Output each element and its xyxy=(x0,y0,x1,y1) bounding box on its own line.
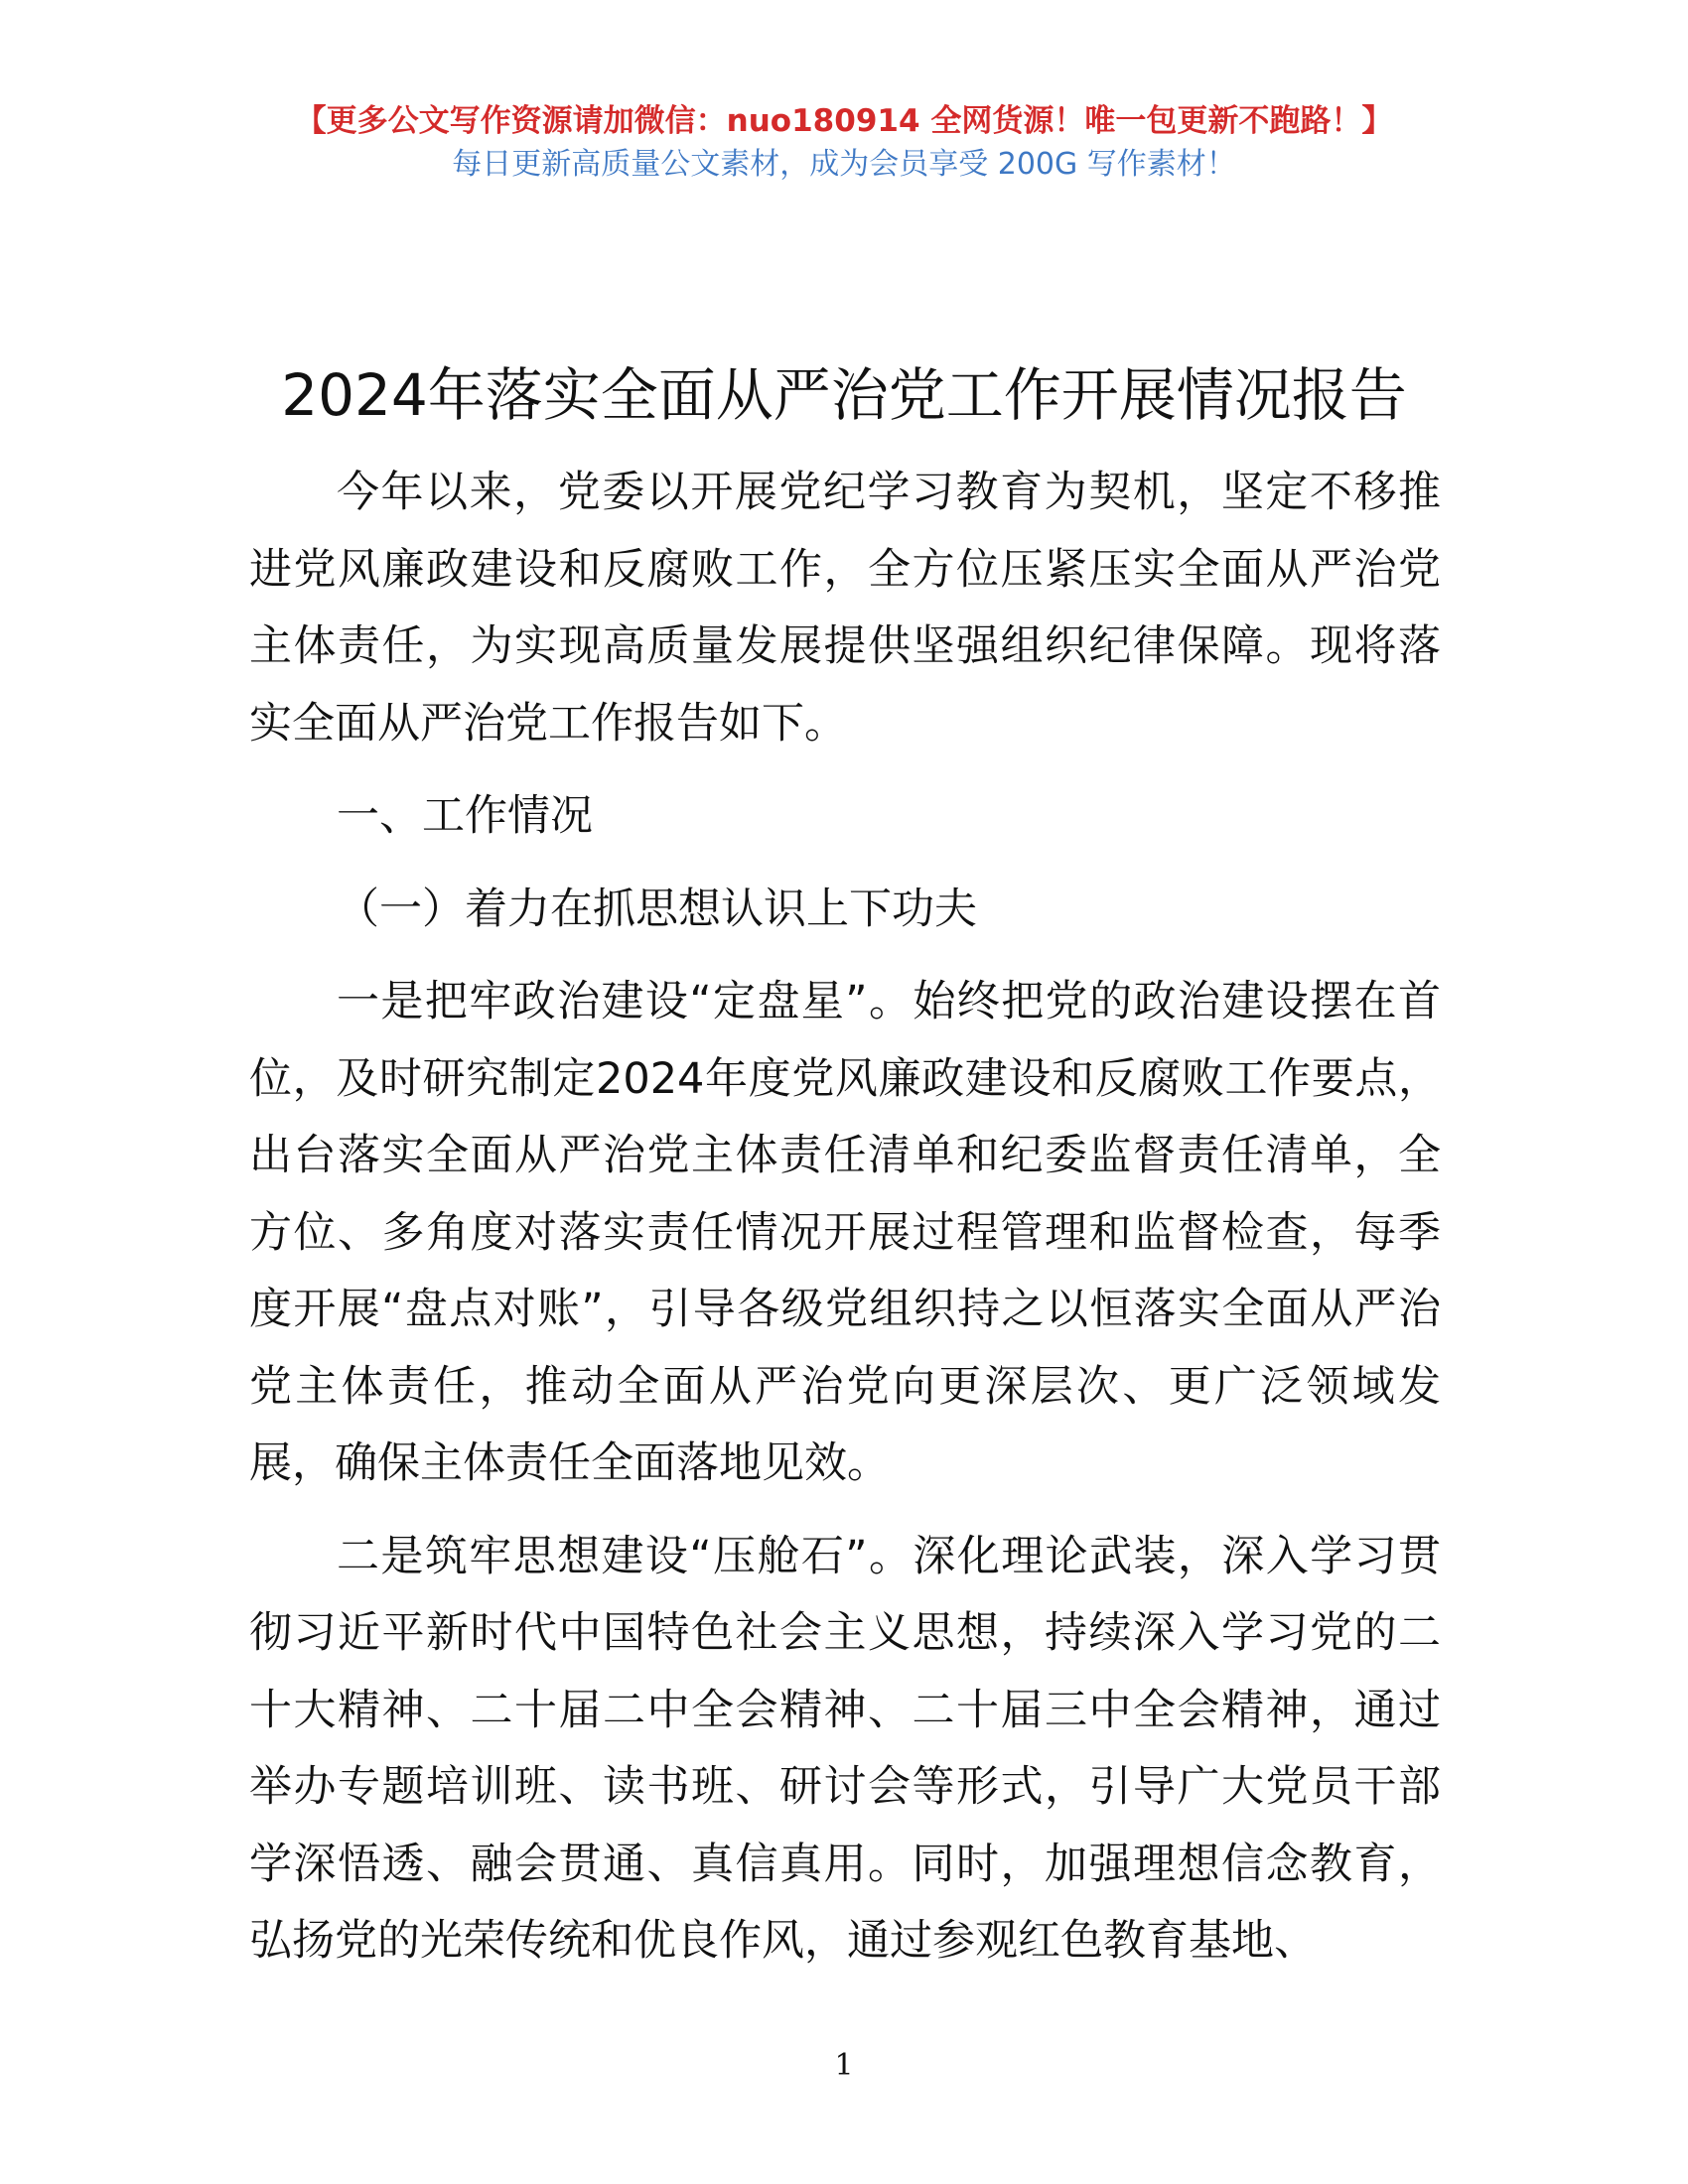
document-title: 2024年落实全面从严治党工作开展情况报告 xyxy=(281,361,1407,429)
document-body xyxy=(249,455,1441,1980)
page-number: 1 xyxy=(834,2048,854,2083)
paragraph-political-building: 一是把牢政治建设“定盘星”。始终把党的政治建设摆在首位，及时研究制定2024年度党风廉政建设和反腐败工作要点，出台落实全面从严治党主体责任清单和纪委监督责任清单，全方位、多角度对落实责任情况开展过程管理和监督检查，每季度开展“盘点对账”，引导各级党组织持之以恒落实全面从严治党主体责任，推动全面从严治党向更深层次、更广泛领域发展，确保主体责任全面落地见效。 xyxy=(249,977,1441,1488)
intro-paragraph: 今年以来，党委以开展党纪学习教育为契机，坚定不移推进党风廉政建设和反腐败工作，全方位压紧压实全面从严治党主体责任，为实现高质量发展提供坚强组织纪律保障。现将落实全面从严治党工作报告如下。 xyxy=(249,468,1441,749)
subsection-heading-thinking: （一）着力在抓思想认识上下功夫 xyxy=(337,884,977,934)
section-heading-work-status: 一、工作情况 xyxy=(337,791,593,841)
promo-banner xyxy=(0,99,1688,187)
promo-banner-line1: 【更多公文写作资源请加微信：nuo180914 全网货源！唯一包更新不跑路！】 xyxy=(295,103,1393,139)
promo-banner-line2: 每日更新高质量公文素材，成为会员享受 200G 写作素材！ xyxy=(452,147,1236,182)
paragraph-ideological-building: 二是筑牢思想建设“压舱石”。深化理论武装，深入学习贯彻习近平新时代中国特色社会主义思想，持续深入学习党的二十大精神、二十届二中全会精神、二十届三中全会精神，通过举办专题培训班、读书班、研讨会等形式，引导广大党员干部学深悟透、融会贯通、真信真用。同时，加强理想信念教育，弘扬党的光荣传统和优良作风，通过参观红色教育基地、 xyxy=(249,1531,1441,1966)
